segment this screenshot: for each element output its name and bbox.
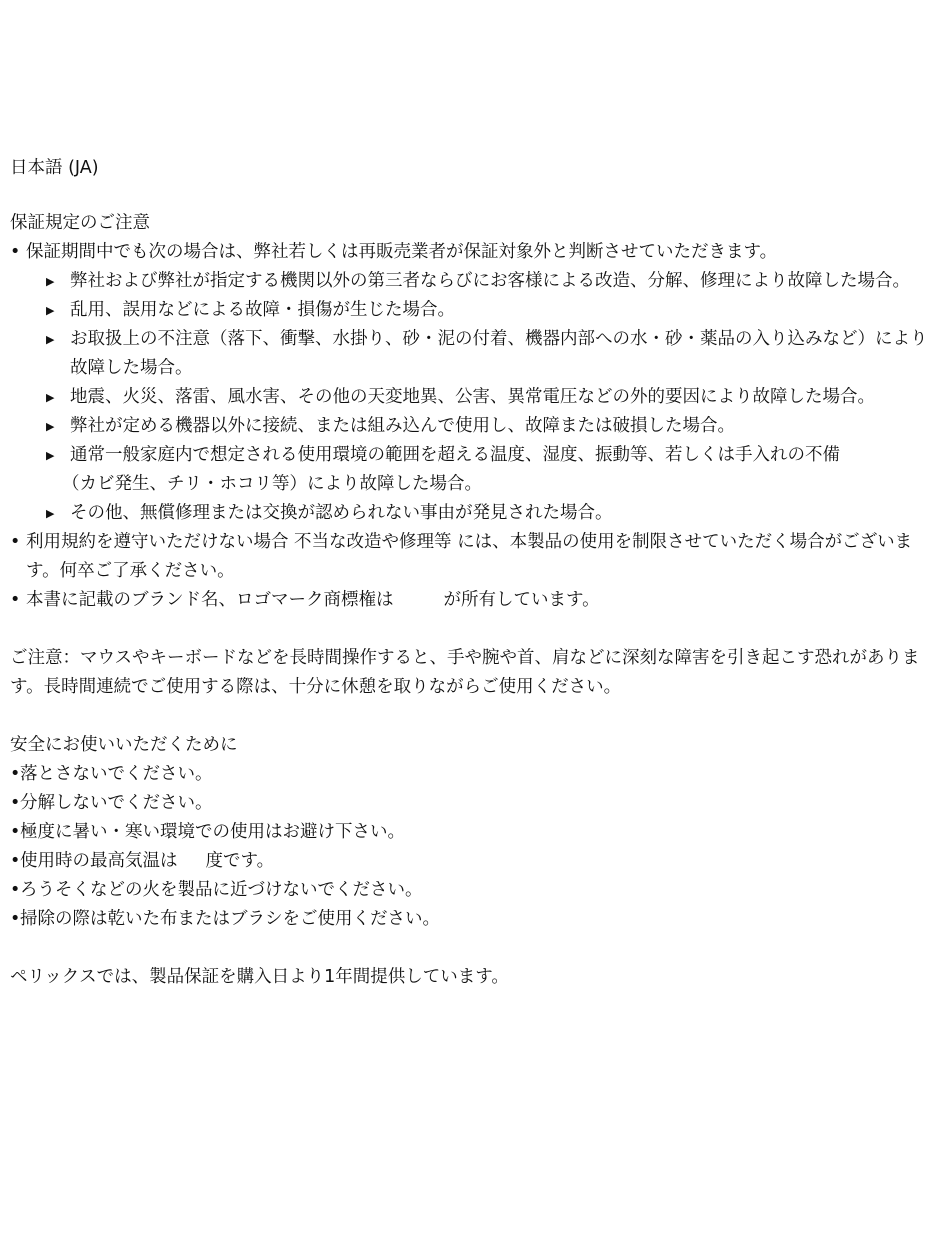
arrow-right-icon: ▶ (46, 391, 55, 404)
arrow-right-icon: ▶ (46, 507, 55, 520)
trademark-text-after: が所有しています。 (443, 590, 600, 610)
spacer (10, 934, 942, 963)
warranty-case-text: 弊社が定める機器以外に接続、または組み込んで使用し、故障または破損した場合。 (70, 416, 735, 436)
arrow-right-icon: ▶ (46, 449, 55, 462)
warranty-case (26, 296, 942, 325)
spacer (10, 702, 942, 731)
warranty-case (26, 499, 942, 528)
temperature-text-before: 使用時の最高気温は (20, 851, 178, 871)
warranty-case (26, 412, 942, 441)
warranty-case-text: その他、無償修理または交換が認められない事由が発見された場合。 (70, 503, 613, 523)
warranty-cases (26, 267, 942, 528)
warranty-period-text: ペリックスでは、製品保証を購入日より1年間提供しています。 (10, 967, 509, 987)
caution-text: ご注意：マウスやキーボードなどを長時間操作すると、手や腕や首、肩などに深刻な障害を引き起こす恐れがあります。長時間連続でご使用する際は、十分に休憩を取りながらご使用ください。 (10, 648, 920, 697)
warranty-intro (10, 238, 942, 528)
warranty-case (26, 441, 942, 499)
safety-heading: 安全にお使いいただくために (10, 735, 238, 755)
document-page (10, 154, 942, 992)
arrow-right-icon: ▶ (46, 333, 55, 346)
temperature-text-after: 度です。 (205, 851, 275, 871)
warranty-list (10, 238, 942, 615)
terms-text: 利用規約を遵守いただけない場合 不当な改造や修理等 には、本製品の使用を制限させていただく場合がございます。何卒ご了承ください。 (26, 532, 913, 581)
trademark-item (10, 586, 942, 615)
language-heading: 日本語 (JA) (10, 158, 99, 178)
warranty-case-line: 通常一般家庭内で想定される使用環境の範囲を超える温度、湿度、振動等、若しくは手入れの不備 (70, 445, 840, 465)
safety-item: • ろうそくなどの火を製品に近づけないでください。 (10, 876, 942, 905)
arrow-right-icon: ▶ (46, 275, 55, 288)
warranty-case (26, 325, 942, 383)
safety-item: • 掃除の際は乾いた布またはブラシをご使用ください。 (10, 905, 942, 934)
arrow-right-icon: ▶ (46, 304, 55, 317)
safety-item: • 極度に暑い・寒い環境での使用はお避け下さい。 (10, 818, 942, 847)
warranty-case (26, 267, 942, 296)
trademark-text-before: 本書に記載のブランド名、ロゴマーク商標権は (26, 590, 394, 610)
warranty-case-text: 弊社および弊社が指定する機関以外の第三者ならびにお客様による改造、分解、修理により故障した場合。 (70, 271, 910, 291)
terms-item (10, 528, 942, 586)
warranty-case-text: お取扱上の不注意（落下、衝撃、水掛り、砂・泥の付着、機器内部への水・砂・薬品の入り込みなど）により故障した場合。 (70, 329, 928, 378)
safety-list (10, 760, 942, 934)
spacer (10, 615, 942, 644)
safety-item-temperature (10, 847, 942, 876)
warranty-case-text: 地震、火災、落雷、風水害、その他の天変地異、公害、異常電圧などの外的要因により故障した場合。 (70, 387, 875, 407)
safety-section (10, 731, 942, 934)
warranty-intro-text: 保証期間中でも次の場合は、弊社若しくは再販売業者が保証対象外と判断させていただきます。 (26, 242, 778, 262)
warranty-case-line: （カビ発生、チリ・ホコリ等）により故障した場合。 (62, 474, 482, 494)
spacer (10, 183, 942, 209)
warranty-case (26, 383, 942, 412)
safety-item: • 分解しないでください。 (10, 789, 942, 818)
warranty-case-text: 乱用、誤用などによる故障・損傷が生じた場合。 (70, 300, 455, 320)
warranty-heading: 保証規定のご注意 (10, 213, 150, 233)
arrow-right-icon: ▶ (46, 420, 55, 433)
safety-item: • 落とさないでください。 (10, 760, 942, 789)
warranty-section (10, 209, 942, 615)
